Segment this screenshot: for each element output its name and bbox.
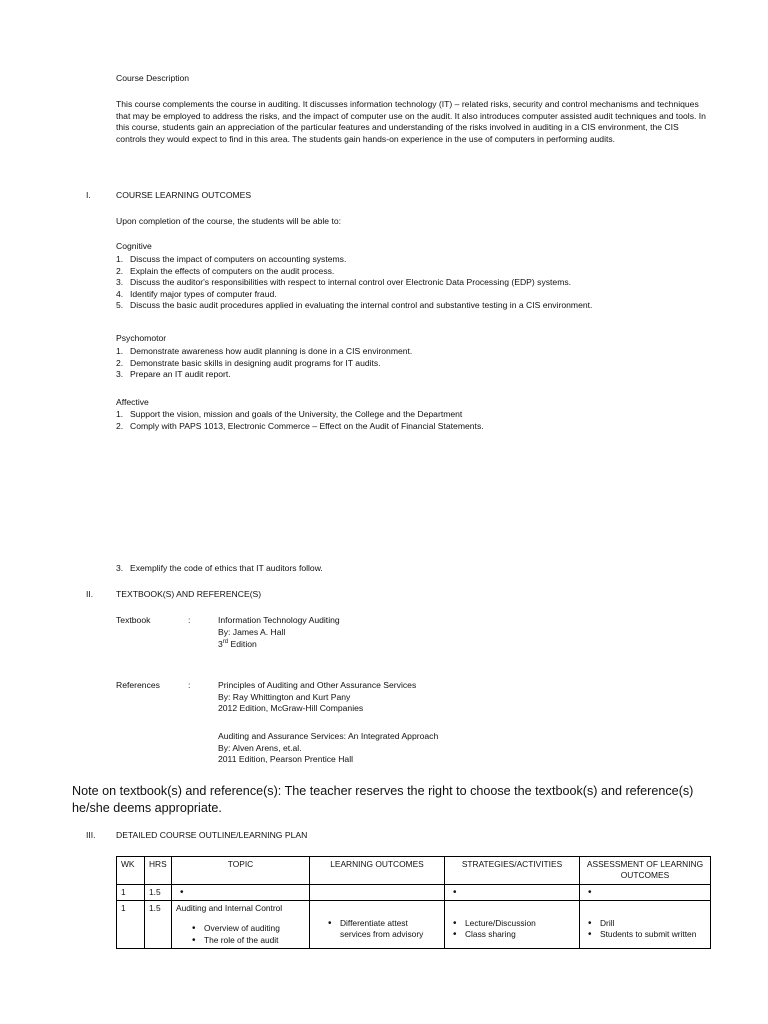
list-item: 2. Explain the effects of computers on the audit process. <box>116 265 335 276</box>
textbook-colon: : <box>188 615 191 625</box>
table-row <box>117 884 711 900</box>
list-item: 1. Discuss the impact of computers on accounting systems. <box>116 254 347 264</box>
cell-assessment <box>580 884 711 900</box>
cell-strategies <box>445 901 580 949</box>
affective-title: Affective <box>116 397 149 407</box>
textbook-label: Textbook <box>116 615 151 625</box>
cognitive-title: Cognitive <box>116 241 152 251</box>
affective-list <box>116 409 716 432</box>
section-2-numeral: II. <box>86 589 94 599</box>
bullet-icon: • <box>588 886 592 898</box>
col-header-assessment: ASSESSMENT OF LEARNING OUTCOMES <box>580 857 711 885</box>
reference-title: Principles of Auditing and Other Assurance Services <box>218 680 417 690</box>
learning-plan-table <box>116 856 711 949</box>
textbook-note: Note on textbook(s) and reference(s): The teacher reserves the right to choose the textbook(s) and reference(s) he/she deems appropriate. <box>72 784 694 815</box>
section-3-title: DETAILED COURSE OUTLINE/LEARNING PLAN <box>116 830 308 840</box>
topic-title: Auditing and Internal Control <box>176 903 283 914</box>
textbook-edition: 3rd Edition <box>218 639 257 650</box>
list-item: 5. Discuss the basic audit procedures applied in evaluating the internal control and substantive testing in a CIS environment. <box>116 300 593 311</box>
reference-author: By: Ray Whittington and Kurt Pany <box>218 691 351 702</box>
cell-strategies <box>445 884 580 900</box>
cell-topic <box>172 884 310 900</box>
psychomotor-list <box>116 346 716 381</box>
topic-list <box>176 923 305 946</box>
course-description-title: Course Description <box>116 73 190 83</box>
references-colon: : <box>188 680 191 690</box>
list-item: 3. Discuss the auditor's responsibilities with respect to internal control over Electronic Data Processing (EDP) systems. <box>116 277 572 288</box>
list-item: 3. Prepare an IT audit report. <box>116 369 231 380</box>
reference-edition: 2012 Edition, McGraw-Hill Companies <box>218 703 364 714</box>
outcomes-list <box>314 918 440 941</box>
list-item: 3. Exemplify the code of ethics that IT auditors follow. <box>116 563 323 573</box>
reference-2 <box>218 731 438 766</box>
col-header-strategies: STRATEGIES/ACTIVITIES <box>445 857 580 885</box>
cell-wk: 1 <box>117 884 145 900</box>
assessment-list <box>584 918 706 941</box>
cell-hrs: 1.5 <box>145 901 172 949</box>
course-description-body: This course complements the course in auditing. It discusses information technology (IT) – related risks, security and control mechanisms and techniques that may be employed to address the risks, and the impact of computer use on the audit. It also introduces computer assisted audit techniques and tools. In this course, students gain an appreciation of the particular features and understanding of the risks involved in auditing in a CIS environment, the CIS controls they would expect to find in this area. The students gain hands-on experience in the use of computers in performing audits. <box>116 99 706 144</box>
section-2-title: TEXTBOOK(S) AND REFERENCE(S) <box>116 589 262 599</box>
list-item: 1. Support the vision, mission and goals of the University, the College and the Department <box>116 409 463 419</box>
textbook-author: By: James A. Hall <box>218 626 286 637</box>
psychomotor-title: Psychomotor <box>116 333 167 343</box>
table-row <box>117 901 711 949</box>
affective-list-continued <box>116 563 716 575</box>
list-item: • Class sharing <box>449 929 575 940</box>
cell-topic <box>172 901 310 949</box>
col-header-topic: TOPIC <box>172 857 310 885</box>
cell-outcomes <box>310 884 445 900</box>
references-label: References <box>116 680 160 690</box>
list-item: • Lecture/Discussion <box>449 918 575 929</box>
textbook-details <box>218 615 340 651</box>
textbook-title: Information Technology Auditing <box>218 615 340 625</box>
col-header-learning-outcomes: LEARNING OUTCOMES <box>310 857 445 885</box>
strategies-list <box>449 918 575 941</box>
list-item: • Differentiate attest services from advisory <box>324 918 440 941</box>
section-3-numeral: III. <box>86 830 96 840</box>
list-item: 1. Demonstrate awareness how audit planning is done in a CIS environment. <box>116 346 413 356</box>
reference-title: Auditing and Assurance Services: An Integrated Approach <box>218 731 439 741</box>
cell-hrs: 1.5 <box>145 884 172 900</box>
reference-author: By: Alven Arens, et.al. <box>218 742 302 753</box>
bullet-icon: • <box>180 886 184 898</box>
cognitive-list <box>116 254 716 312</box>
bullet-icon: • <box>453 886 457 898</box>
list-item: • Overview of auditing <box>188 923 305 934</box>
list-item: 2. Comply with PAPS 1013, Electronic Commerce – Effect on the Audit of Financial Statements. <box>116 420 484 431</box>
reference-edition: 2011 Edition, Pearson Prentice Hall <box>218 754 354 765</box>
list-item: 2. Demonstrate basic skills in designing audit programs for IT audits. <box>116 357 381 368</box>
col-header-hrs: HRS <box>145 857 172 885</box>
list-item: • The role of the audit <box>188 935 305 946</box>
section-1-intro: Upon completion of the course, the students will be able to: <box>116 216 342 226</box>
cell-assessment <box>580 901 711 949</box>
section-1-title: COURSE LEARNING OUTCOMES <box>116 190 252 200</box>
col-header-wk: WK <box>117 857 145 885</box>
list-item: • Drill <box>584 918 706 929</box>
cell-wk: 1 <box>117 901 145 949</box>
table-header-row <box>117 857 711 885</box>
section-1-numeral: I. <box>86 190 91 200</box>
reference-1 <box>218 680 416 715</box>
cell-outcomes <box>310 901 445 949</box>
list-item: • Students to submit written <box>584 929 706 940</box>
list-item: 4. Identify major types of computer fraud. <box>116 288 277 299</box>
